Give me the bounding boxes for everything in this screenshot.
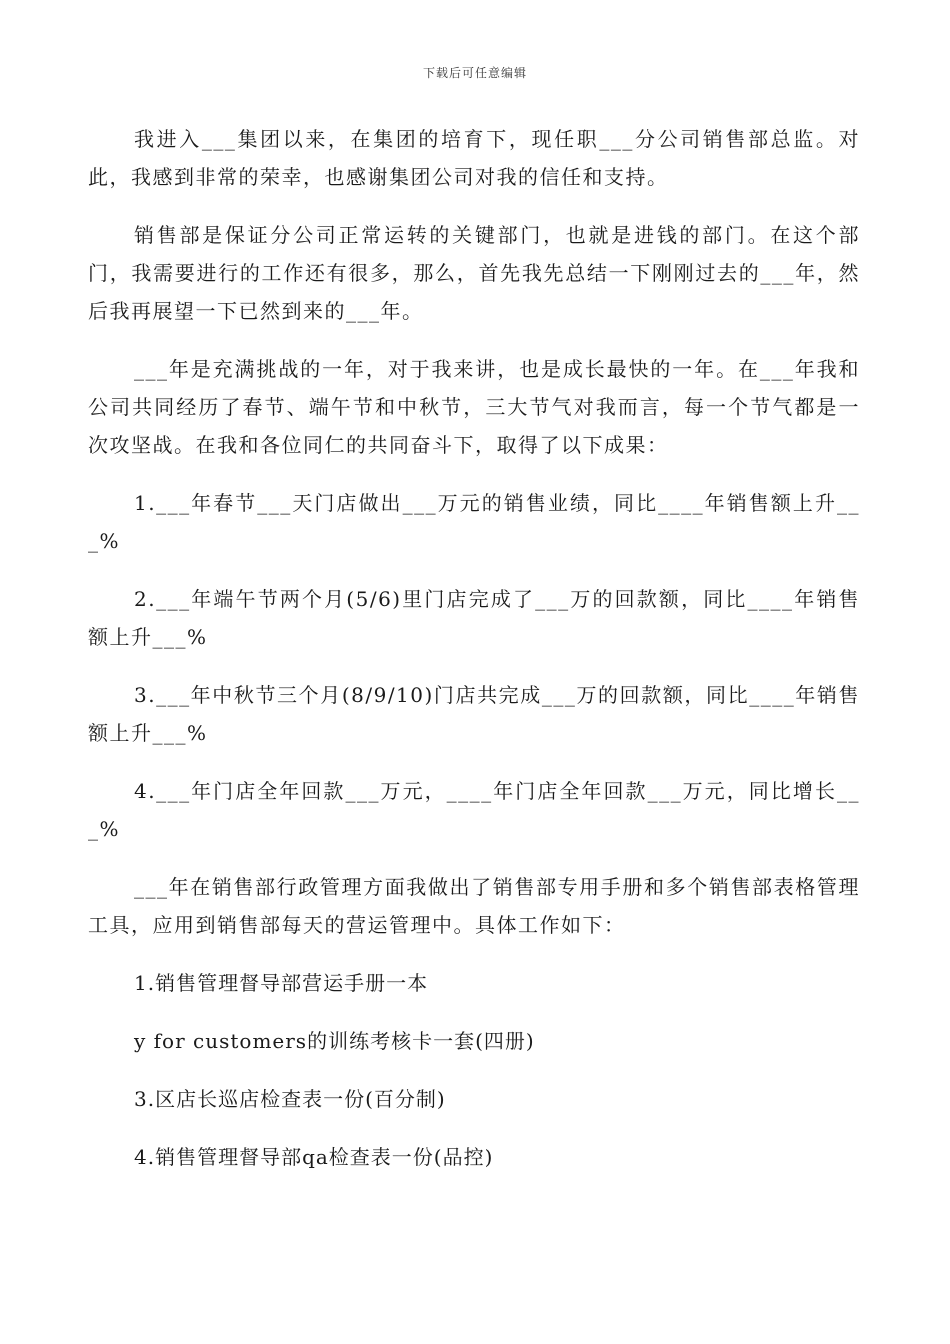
- result-item-spring: 1.___年春节___天门店做出___万元的销售业绩，同比____年销售额上升___%: [88, 491, 860, 553]
- paragraph-sales-dept: 销售部是保证分公司正常运转的关键部门，也就是进钱的部门。在这个部门，我需要进行的工作还有很多，那么，首先我先总结一下刚刚过去的___年，然后我再展望一下已然到来的___年。: [88, 223, 860, 323]
- list-item: 1.销售管理督导部营运手册一本: [134, 971, 429, 995]
- document-body: [88, 120, 860, 1196]
- list-item: 3.区店长巡店检查表一份(百分制): [134, 1087, 446, 1111]
- result-item-dragon-boat: 2.___年端午节两个月(5/6)里门店完成了___万的回款额，同比____年销售额上升___%: [88, 587, 860, 649]
- paragraph-admin-work: ___年在销售部行政管理方面我做出了销售部专用手册和多个销售部表格管理工具，应用到销售部每天的营运管理中。具体工作如下：: [88, 875, 860, 937]
- paragraph-intro: 我进入___集团以来，在集团的培育下，现任职___分公司销售部总监。对此，我感到非常的荣幸，也感谢集团公司对我的信任和支持。: [88, 127, 860, 189]
- result-item-mid-autumn: 3.___年中秋节三个月(8/9/10)门店共完成___万的回款额，同比____年销售额上升___%: [88, 683, 860, 745]
- page-header-note: 下载后可任意编辑: [422, 66, 527, 80]
- list-item: y for customers的训练考核卡一套(四册): [134, 1029, 535, 1053]
- result-item-annual: 4.___年门店全年回款___万元，____年门店全年回款___万元，同比增长___%: [88, 779, 860, 841]
- list-item: 4.销售管理督导部qa检查表一份(品控): [134, 1145, 494, 1169]
- paragraph-year-challenge: ___年是充满挑战的一年，对于我来讲，也是成长最快的一年。在___年我和公司共同经历了春节、端午节和中秋节，三大节气对我而言，每一个节气都是一次攻坚战。在我和各位同仁的共同奋斗下，取得了以下成果：: [88, 357, 860, 457]
